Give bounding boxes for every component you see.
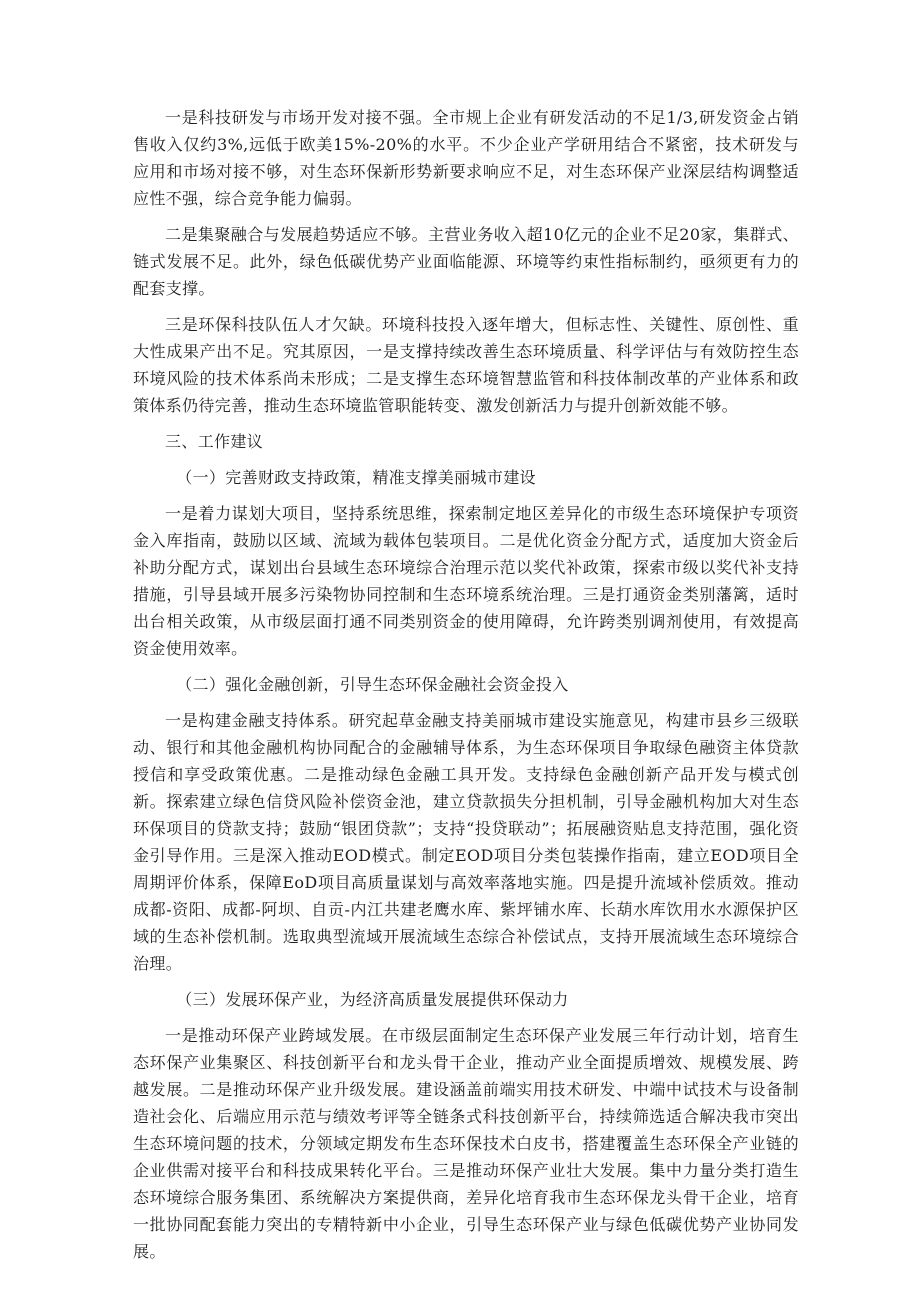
subsection-title-env-industry: （三）发展环保产业，为经济高质量发展提供环保动力 (176, 990, 569, 1009)
paragraph-cluster-integration: 二是集聚融合与发展趋势适应不够。主营业务收入超10亿元的企业不足20家，集群式、链式发展不足。此外，绿色低碳优势产业面临能源、环境等约束性指标制约，亟须更有力的配套支撑。 (133, 225, 799, 298)
section-title: 三、工作建议 (165, 432, 264, 451)
paragraph-talent-shortage: 三是环保科技队伍人才欠缺。环境科技投入逐年增大，但标志性、关键性、原创性、重大性成果产出不足。究其原因，一是支撑持续改善生态环境质量、科学评估与有效防控生态环境风险的技术体系尚未形成；二是支撑生态环境智慧监管和科技体制改革的产业体系和政策体系仍待完善，推动生态环境监管职能转变、激发创新活力与提升创新效能不够。 (133, 315, 799, 415)
paragraph-finance-policy: 一是着力谋划大项目，坚持系统思维，探索制定地区差异化的市级生态环境保护专项资金入库指南，鼓励以区域、流域为载体包装项目。二是优化资金分配方式，适度加大资金后补助分配方式，谋划出台县域生态环境综合治理示范以奖代补政策，探索市级以奖代补支持措施，引导县域开展多污染物协同控制和生态环境系统治理。三是打通资金类别藩篱，适时出台相关政策，从市级层面打通不同类别资金的使用障碍，允许跨类别调剂使用，有效提高资金使用效率。 (133, 504, 799, 658)
subsection-title-financial-innovation: （二）强化金融创新，引导生态环保金融社会资金投入 (176, 675, 569, 694)
subsection-title-finance-policy: （一）完善财政支持政策，精准支撑美丽城市建设 (176, 468, 536, 487)
paragraph-financial-innovation: 一是构建金融支持体系。研究起草金融支持美丽城市建设实施意见，构建市县乡三级联动、银行和其他金融机构协同配合的金融辅导体系，为生态环保项目争取绿色融资主体贷款授信和享受政策优惠。二是推动绿色金融工具开发。支持绿色金融创新产品开发与模式创新。探索建立绿色信贷风险补偿资金池，建立贷款损失分担机制，引导金融机构加大对生态环保项目的贷款支持；鼓励“银团贷款”；支持“投贷联动”；拓展融资贴息支持范围，强化资金引导作用。三是深入推动EOD模式。制定EOD项目分类包装操作指南，建立EOD项目全周期评价体系，保障EoD项目高质量谋划与高效率落地实施。四是提升流域补偿质效。推动成都-资阳、成都-阿坝、自贡-内江共建老鹰水库、紫坪铺水库、长葫水库饮用水水源保护区域的生态补偿机制。选取典型流域开展流域生态综合补偿试点，支持开展流域生态环境综合治理。 (133, 711, 799, 973)
paragraph-env-industry: 一是推动环保产业跨域发展。在市级层面制定生态环保产业发展三年行动计划，培育生态环保产业集聚区、科技创新平台和龙头骨干企业，推动产业全面提质增效、规模发展、跨越发展。二是推动环保产业升级发展。建设涵盖前端实用技术研发、中端中试技术与设备制造社会化、后端应用示范与绩效考评等全链条式科技创新平台，持续筛选适合解决我市突出生态环境问题的技术，分领域定期发布生态环保技术白皮书，搭建覆盖生态环保全产业链的企业供需对接平台和科技成果转化平台。三是推动环保产业壮大发展。集中力量分类打造生态环境综合服务集团、系统解决方案提供商，差异化培育我市生态环保龙头骨干企业，培育一批协同配套能力突出的专精特新中小企业，引导生态环保产业与绿色低碳优势产业协同发展。 (133, 1026, 799, 1261)
paragraph-rd-market: 一是科技研发与市场开发对接不强。全市规上企业有研发活动的不足1/3,研发资金占销售收入仅约3%,远低于欧美15%-20%的水平。不少企业产学研用结合不紧密，技术研发与应用和市场对接不够，对生态环保新形势新要求响应不足，对生态环保产业深层结构调整适应性不强，综合竞争能力偏弱。 (133, 108, 799, 208)
document-page (133, 104, 799, 1274)
